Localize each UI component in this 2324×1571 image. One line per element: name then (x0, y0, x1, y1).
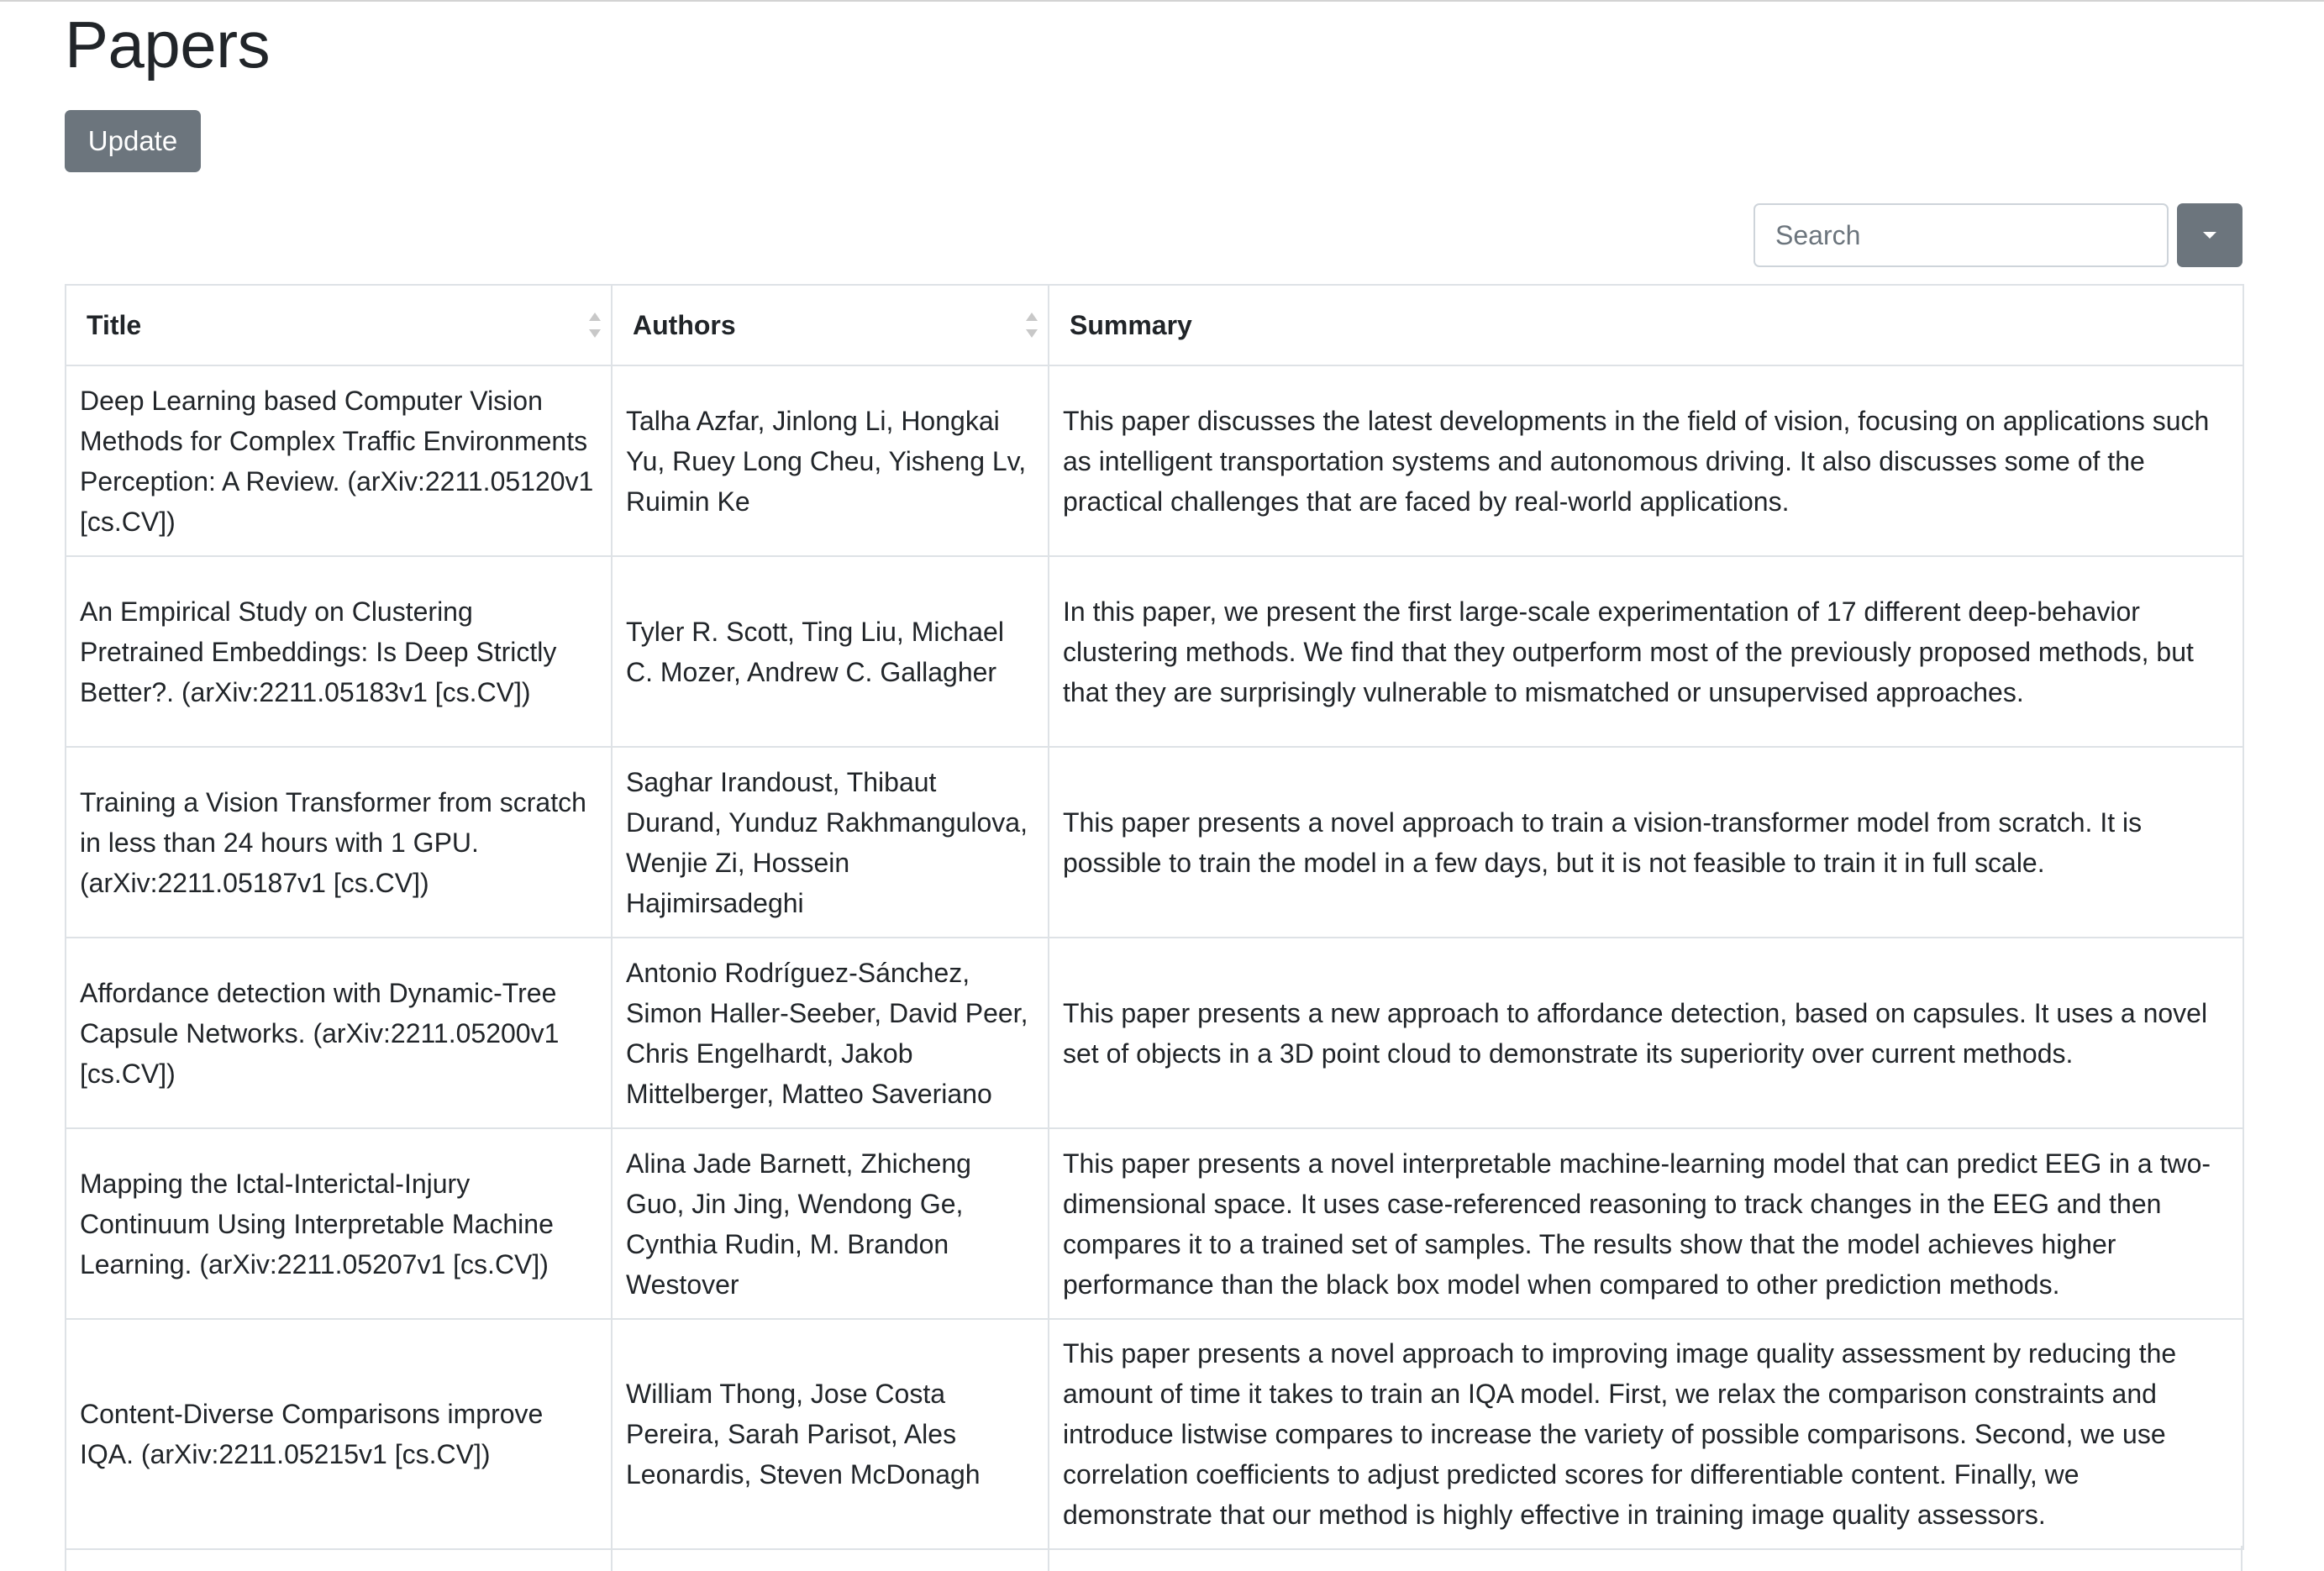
table-header-row (66, 285, 2243, 365)
caret-down-icon (2203, 232, 2216, 239)
paper-authors-cell: Alina Jade Barnett, Zhicheng Guo, Jin Jing, Wendong Ge, Cynthia Rudin, M. Brandon Westover (612, 1128, 1049, 1319)
paper-summary-cell: In this paper, we present the first large-scale experimentation of 17 different deep-behavior clustering methods. We find that they outperform most of the previously proposed methods, but that they are surprisingly vulnerable to mismatched or unsupervised approaches. (1049, 556, 2243, 747)
search-input[interactable] (1754, 203, 2169, 267)
top-divider (0, 0, 2324, 2)
column-header-summary (1049, 285, 2243, 365)
page-title: Papers (65, 8, 271, 81)
table-row (66, 1128, 2243, 1319)
paper-summary-cell: This paper discusses the latest developments in the field of vision, focusing on applications such as intelligent transportation systems and autonomous driving. It also discusses some of the practical challenges that are faced by real-world applications. (1049, 365, 2243, 556)
paper-summary-cell: This paper presents a novel approach to improving image quality assessment by reducing the amount of time it takes to train an IQA model. First, we relax the comparison constraints and introduce listwise compares to increase the variety of possible comparisons. Second, we use correlation coefficients to adjust predicted scores for differentiable content. Finally, we demonstrate that our method is highly effective in training image quality assessors. (1049, 1319, 2243, 1549)
column-header-title[interactable] (66, 285, 612, 365)
table-row (66, 365, 2243, 556)
paper-summary-cell: This paper presents a new approach to affordance detection, based on capsules. It uses a novel set of objects in a 3D point cloud to demonstrate its superiority over current methods. (1049, 938, 2243, 1128)
paper-authors-cell: Antonio Rodríguez-Sánchez, Simon Haller-Seeber, David Peer, Chris Engelhardt, Jakob Mittelberger, Matteo Saveriano (612, 938, 1049, 1128)
paper-title-cell: Mapping the Ictal-Interictal-Injury Continuum Using Interpretable Machine Learning. (arXiv:2211.05207v1 [cs.CV]) (66, 1128, 612, 1319)
column-header-label: Summary (1070, 310, 1192, 340)
papers-table (65, 284, 2244, 1550)
table-row (66, 938, 2243, 1128)
paper-title-cell: Affordance detection with Dynamic-Tree Capsule Networks. (arXiv:2211.05200v1 [cs.CV]) (66, 938, 612, 1128)
paper-authors-cell: William Thong, Jose Costa Pereira, Sarah Parisot, Ales Leonardis, Steven McDonagh (612, 1319, 1049, 1549)
table-row (66, 747, 2243, 938)
table-row-partial (65, 1546, 2243, 1571)
paper-title-cell: Training a Vision Transformer from scratch in less than 24 hours with 1 GPU. (arXiv:2211.05187v1 [cs.CV]) (66, 747, 612, 938)
paper-title-cell: Deep Learning based Computer Vision Methods for Complex Traffic Environments Perception: A Review. (arXiv:2211.05120v1 [cs.CV]) (66, 365, 612, 556)
paper-title-cell: An Empirical Study on Clustering Pretrained Embeddings: Is Deep Strictly Better?. (arXiv:2211.05183v1 [cs.CV]) (66, 556, 612, 747)
table-toolbar (1754, 203, 2243, 267)
paper-authors-cell: Tyler R. Scott, Ting Liu, Michael C. Mozer, Andrew C. Gallagher (612, 556, 1049, 747)
table-row (66, 556, 2243, 747)
column-header-label: Authors (633, 310, 736, 340)
paper-title-cell: Content-Diverse Comparisons improve IQA. (arXiv:2211.05215v1 [cs.CV]) (66, 1319, 612, 1549)
columns-dropdown-button[interactable] (2177, 203, 2243, 267)
paper-summary-cell: This paper presents a novel approach to train a vision-transformer model from scratch. It is possible to train the model in a few days, but it is not feasible to train it in full scale. (1049, 747, 2243, 938)
table-row (66, 1319, 2243, 1549)
column-header-authors[interactable] (612, 285, 1049, 365)
sort-icon (1026, 313, 1038, 338)
update-button[interactable]: Update (65, 110, 201, 172)
sort-icon (589, 313, 601, 338)
paper-summary-cell: This paper presents a novel interpretable machine-learning model that can predict EEG in a two-dimensional space. It uses case-referenced reasoning to track changes in the EEG and then compares it to a trained set of samples. The results show that the model achieves higher performance than the black box model when compared to other prediction methods. (1049, 1128, 2243, 1319)
paper-authors-cell: Talha Azfar, Jinlong Li, Hongkai Yu, Ruey Long Cheu, Yisheng Lv, Ruimin Ke (612, 365, 1049, 556)
column-header-label: Title (87, 310, 142, 340)
paper-authors-cell: Saghar Irandoust, Thibaut Durand, Yunduz Rakhmangulova, Wenjie Zi, Hossein Hajimirsadeghi (612, 747, 1049, 938)
